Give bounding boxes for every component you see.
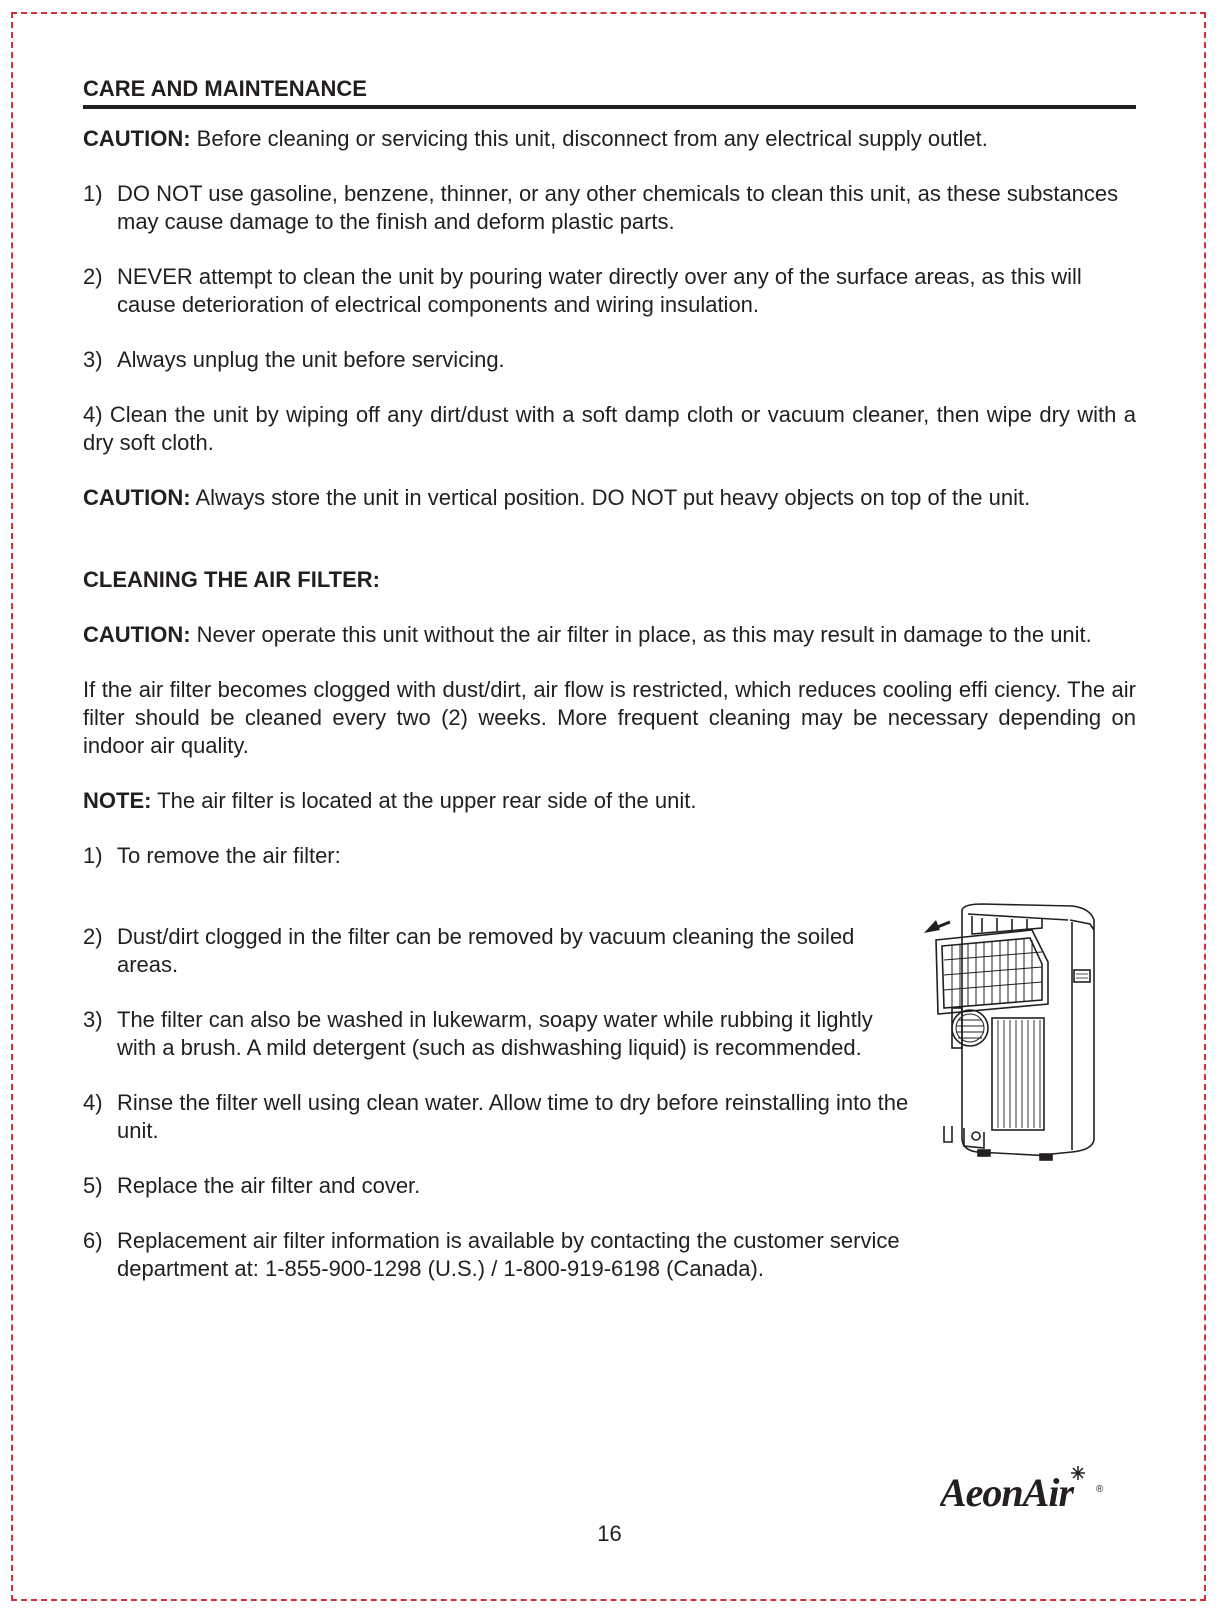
item-text: Replacement air filter information is available by contacting the customer service department at: 1-855-900-1298 (U.S.) / 1-800-919-6198 (Canada). — [117, 1228, 900, 1281]
caution-text: Never operate this unit without the air filter in place, as this may result in damage to the unit. — [190, 622, 1092, 647]
filter-item — [83, 1006, 903, 1062]
item-number: 3) — [83, 1007, 103, 1032]
item-number: 1) — [83, 181, 103, 206]
care-item — [83, 263, 1136, 319]
item-number: 5) — [83, 1173, 103, 1198]
page-title: CARE AND MAINTENANCE — [83, 75, 1136, 109]
item-text: Replace the air filter and cover. — [117, 1173, 421, 1198]
item-text: Rinse the filter well using clean water. Allow time to dry before reinstalling into the unit. — [117, 1090, 909, 1143]
logo-text: AeonAir — [940, 1470, 1074, 1515]
caution-filter — [83, 621, 1136, 649]
filter-item — [83, 842, 903, 870]
caution-text: Always store the unit in vertical position. DO NOT put heavy objects on top of the unit. — [190, 485, 1031, 510]
caution-disconnect — [83, 125, 1136, 153]
care-item-full: 4) Clean the unit by wiping off any dirt/dust with a soft damp cloth or vacuum cleaner, then wipe dry with a dry soft cloth. — [83, 402, 1136, 455]
item-number: 2) — [83, 264, 103, 289]
caution-label: CAUTION: — [83, 485, 191, 510]
item-text: Always unplug the unit before servicing. — [117, 347, 505, 372]
filter-item — [83, 1089, 943, 1145]
snowflake-icon — [1071, 1466, 1085, 1480]
filter-item — [83, 1172, 903, 1200]
item-text: NEVER attempt to clean the unit by pouring water directly over any of the surface areas, as this will cause deterioration of electrical components and wiring insulation. — [117, 264, 1082, 317]
filter-item — [83, 923, 903, 979]
item-number: 6) — [83, 1228, 103, 1253]
item-text: DO NOT use gasoline, benzene, thinner, or any other chemicals to clean this unit, as these substances may cause damage to the finish and deform plastic parts. — [117, 181, 1119, 234]
item-text: The filter can also be washed in lukewarm, soapy water while rubbing it lightly with a brush. A mild detergent (such as dishwashing liquid) is recommended. — [117, 1007, 873, 1060]
filter-paragraph: If the air filter becomes clogged with dust/dirt, air flow is restricted, which reduces cooling effi ciency. The air filter should be cleaned every two (2) weeks. More frequent cleaning may be necessary depending on indoor air quality. — [83, 677, 1136, 758]
caution-label: CAUTION: — [83, 622, 191, 647]
item-number: 1) — [83, 843, 103, 868]
item-number: 4) — [83, 1090, 103, 1115]
item-number: 3) — [83, 347, 103, 372]
note-label: NOTE: — [83, 788, 152, 813]
note-filter-location — [83, 787, 1136, 815]
air-conditioner-filter-illustration — [922, 900, 1132, 1180]
caution-text: Before cleaning or servicing this unit, disconnect from any electrical supply outlet. — [190, 126, 988, 151]
aeonair-logo — [940, 1460, 1120, 1520]
care-item — [83, 346, 1136, 374]
item-text: Dust/dirt clogged in the filter can be removed by vacuum cleaning the soiled areas. — [117, 924, 855, 977]
item-number: 2) — [83, 924, 103, 949]
filter-item — [83, 1227, 913, 1283]
section-heading-air-filter: CLEANING THE AIR FILTER: — [83, 567, 380, 592]
logo-registered-mark: ® — [1096, 1484, 1104, 1495]
note-text: The air filter is located at the upper rear side of the unit. — [151, 788, 697, 813]
care-item — [83, 180, 1136, 236]
caution-label: CAUTION: — [83, 126, 191, 151]
page-number: 16 — [597, 1521, 622, 1546]
item-text: To remove the air filter: — [117, 843, 341, 868]
caution-storage — [83, 484, 1136, 512]
